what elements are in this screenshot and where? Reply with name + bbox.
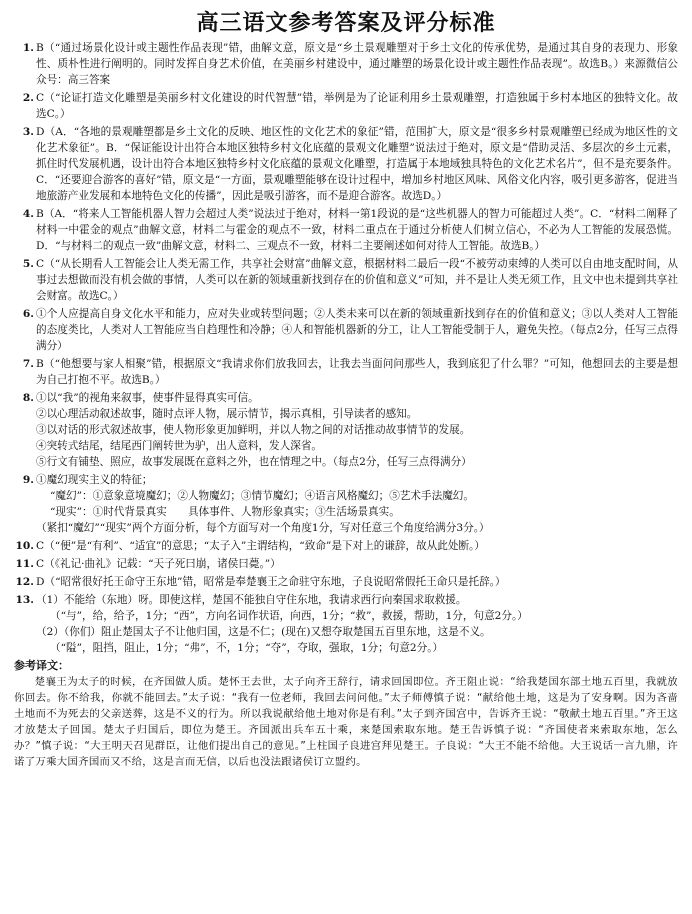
answer-point: ⑤行文有铺垫、照应，故事发展既在意料之外，也在情理之中。（每点2分，任写三点得满分）: [36, 456, 472, 468]
answer-point: （2）（你们）阻止楚国太子不让他归国，这是不仁；(现在)又想夺取楚国五百里东地，这是不义。: [36, 626, 491, 638]
answer-item: [14, 574, 678, 590]
answer-number: 6 .: [14, 306, 34, 322]
answer-number: 4 .: [14, 206, 34, 222]
answer-number: 12 .: [14, 574, 34, 590]
answer-item: [14, 90, 678, 122]
answer-text: [36, 592, 678, 656]
answer-text: [36, 538, 678, 554]
answer-item: [14, 40, 678, 88]
answer-number: 13 .: [14, 592, 34, 608]
answer-text: [36, 124, 678, 204]
answer-point: ①以“我”的视角来叙事，使事件显得真实可信。: [36, 392, 259, 404]
answer-item: [14, 206, 678, 254]
answer-number: 11 .: [14, 556, 34, 572]
answer-line: B（“他想要与家人相聚”错，根据原文“我请求你们放我回去，让我去当面问问那些人，我到底犯了什么罪？”可知，他想回去的主要是想为自己打抱不平。故选B。）: [36, 358, 678, 386]
answer-line: B（“通过场景化设计或主题性作品表现”错，曲解文意，原文是“乡土景观雕塑对于乡土文化的传承优势，是通过其自身的表现力、形象性、质朴性进行阐明的。同时发挥自身艺术价值，在美丽乡村建设中，通过雕塑的场景化设计或主题性作品表现”。故选B。）来源微信公众号：高三答案: [36, 42, 678, 86]
answer-line: ①个人应提高自身文化水平和能力，应对失业或转型问题；②人类未来可以在新的领域重新找到存在的价值和意义；③以人类对人工智能的态度类比，人类对人工智能应当自趋理性和冷静；④人和智能机器新的分工，让人工智能受制于人，避免失控。（每点2分，任写三点得满分）: [36, 308, 678, 352]
translation-heading: 参考译文：: [14, 659, 69, 672]
answer-point: （1）不能给（东地）呀。即使这样，楚国不能独自守住东地，我请求西行向秦国求取救援。: [36, 594, 467, 606]
answer-point: ④突转式结尾，结尾西门阐转世为驴，出人意料，发人深省。: [36, 440, 323, 452]
answer-text: [36, 256, 678, 304]
answer-item: [14, 472, 678, 536]
answer-number: 8 .: [14, 390, 34, 406]
answer-text: [36, 472, 678, 536]
answer-text: [36, 390, 678, 470]
answer-subpoint: （“与”，给，给予，1分；“西”，方向名词作状语，向西，1分；“救”，救援，帮助，1分，句意2分。）: [50, 610, 528, 622]
answer-text: [36, 90, 678, 122]
answer-text: [36, 574, 678, 590]
answer-text: [36, 40, 678, 88]
answer-point: ③以对话的形式叙述故事，使人物形象更加鲜明，并以人物之间的对话推动故事情节的发展。: [36, 424, 471, 436]
answer-item: [14, 592, 678, 656]
scoring-note: （紧扣“魔幻”“现实”两个方面分析，每个方面写对一个角度1分，写对任意三个角度给满分3分。）: [36, 522, 490, 534]
answer-item: [14, 356, 678, 388]
answer-number: 3 .: [14, 124, 34, 140]
answer-line: B（A．“将来人工智能机器人智力会超过人类”说法过于绝对，材料一第1段说的是“这些机器人的智力可能超过人类”。C．“材料二阐释了材料一中霍金的观点”曲解文意，材料二与霍金的观点不一致，材料二重点在于通过分析使人们树立信心，不必为人工智能的发展恐慌。D．“与材料二的观点一致”曲解文意，材料二、三观点不一致，材料二主要阐述如何对待人工智能。故选B。）: [36, 208, 678, 252]
answer-item: [14, 306, 678, 354]
answer-subpoint: “魔幻”：①意象意境魔幻；②人物魔幻；③情节魔幻；④语言风格魔幻；⑤艺术手法魔幻。: [50, 490, 474, 502]
answer-text: [36, 206, 678, 254]
answer-text: [36, 556, 678, 572]
answer-item: [14, 256, 678, 304]
answer-number: 2 .: [14, 90, 34, 106]
answer-line: C（“从长期看人工智能会让人类无需工作，共享社会财富”曲解文意，根据材料二最后一段“不被劳动束缚的人类可以自由地支配时间，从事过去想做而没有机会做的事情，人类可以在新的领域重新找到存在的价值和意义”可知，并不是让人类无须工作，且文中也未提到共享社会财富。故选C。）: [36, 258, 678, 302]
answer-number: 5 .: [14, 256, 34, 272]
answer-number: 9 .: [14, 472, 34, 488]
answer-line: C（“论证打造文化雕塑是美丽乡村文化建设的时代智慧”错，举例是为了论证利用乡土景观雕塑，打造独属于乡村本地区的独特文化。故选C。）: [36, 92, 678, 120]
answer-number: 10 .: [14, 538, 34, 554]
answer-point: ①魔幻现实主义的特征；: [36, 474, 153, 486]
answer-text: [36, 356, 678, 388]
answer-line: D（“昭常很好托王命守王东地”错，昭常是奉楚襄王之命驻守东地，子良说昭常假托王命只是托辞。）: [36, 576, 506, 588]
answer-item: [14, 556, 678, 572]
answer-text: [36, 306, 678, 354]
answer-subpoint: “现实”：①时代背景真实 具体事件、人物形象真实；③生活场景真实。: [50, 506, 400, 518]
page-title: 高三语文参考答案及评分标准: [196, 11, 496, 36]
answer-item: [14, 390, 678, 470]
answer-point: ②以心理活动叙述故事，随时点评人物，展示情节，揭示真相，引导读者的感知。: [36, 408, 418, 420]
answers-body: [14, 40, 678, 770]
answer-line: D（A．“各地的景观雕塑都是乡土文化的反映、地区性的文化艺术的象征”错，范围扩大，原文是“很多乡村景观雕塑已经成为地区性的文化艺术象征”。B．“保证能设计出符合本地区独特乡村文化底蕴的景观文化雕塑”说法过于绝对，原文是“借助灵活、多层次的乡土元素，抓住时代发展机遇，设计出符合本地区独特乡村文化底蕴的景观文化雕塑，打造属于本地域独具特色的文化艺术名片”，但不是充要条件。C．“还要迎合游客的喜好”错，原文是“一方面，景观雕塑能够在设计过程中，增加乡村地区风味、风俗文化内容，吸引更多游客，促进当地旅游产业发展和本地特色文化的传播”，因此是吸引游客，而不是迎合游客。故选D。）: [36, 126, 678, 202]
answer-item: [14, 124, 678, 204]
answer-line: C（“便”是“有利”、“适宜”的意思；“太子入”主谓结构，“致命”是下对上的谦辞，故从此处断。）: [36, 540, 485, 552]
answer-item: [14, 538, 678, 554]
answer-number: 1 .: [14, 40, 34, 56]
answer-subpoint: （“隘”，阻挡，阻止，1分；“弗”，不，1分；“夺”，夺取，强取，1分；句意2分。）: [50, 642, 444, 654]
answer-number: 7 .: [14, 356, 34, 372]
answer-line: C（《礼记·曲礼》记载：“天子死曰崩，诸侯曰薨。”）: [36, 558, 281, 570]
translation-text: 楚襄王为太子的时候，在齐国做人质。楚怀王去世，太子向齐王辞行，请求回国即位。齐王阻止说：“给我楚国东部土地五百里，我就放你回去。你不给我，你就不能回去。”太子说：“我有一位老师，我回去问问他。”太子师傅慎子说：“献给他土地，这是为了安身啊。因为吝啬土地而不为死去的父亲送葬，这是不义的行为。所以我说献给他土地对你是有利。”太子到齐国宫中，告诉齐王说：“敬献土地五百里。”齐王这才放楚太子回国。楚太子归国后，即位为楚王。齐国派出兵车五十乘，来楚国索取东地。楚王告诉慎子说：“齐国使者来索取东地，怎么办？”慎子说：“大王明天召见群臣，让他们提出自己的意见。”上柱国子良进宫拜见楚王。子良说：“大王不能不给他。大王说话一言九鼎，许诺了万乘大国齐国而又不给，这是言而无信，以后也没法跟诸侯订立盟约。: [14, 676, 678, 768]
